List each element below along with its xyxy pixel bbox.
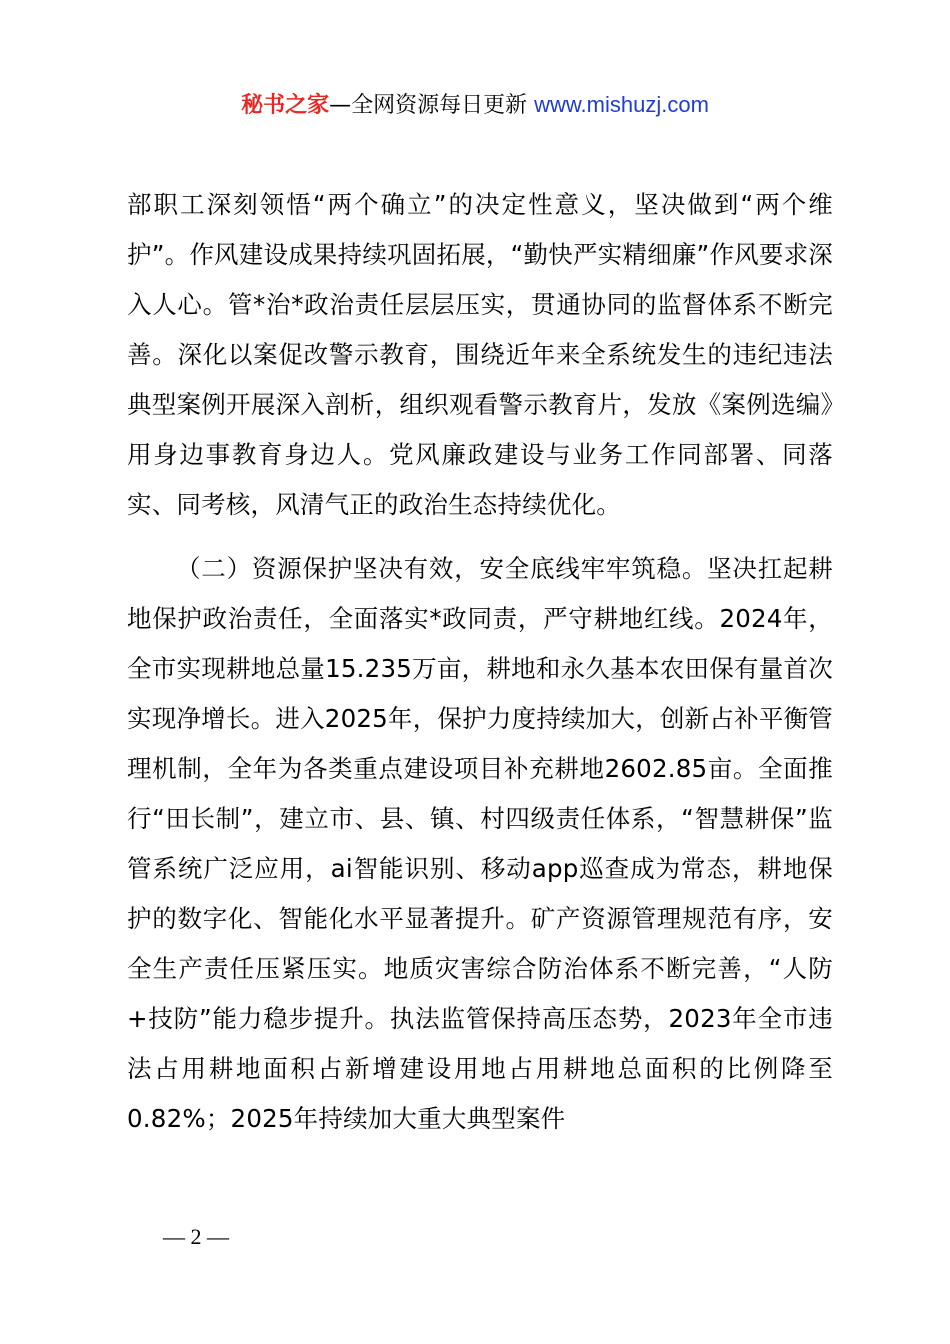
site-brand: 秘书之家 [241,93,330,118]
paragraph-2: （二）资源保护坚决有效，安全底线牢牢筑稳。坚决扛起耕地保护政治责任，全面落实*政同责，严守耕地红线。2024年，全市实现耕地总量15.235万亩，耕地和永久基本农田保有量首次实现净增长。进入2025年，保护力度持续加大，创新占补平衡管理机制，全年为各类重点建设项目补充耕地2602.85亩。全面推行“田长制”，建立市、县、镇、村四级责任体系，“智慧耕保”监管系统广泛应用，ai智能识别、移动app巡查成为常态，耕地保护的数字化、智能化水平显著提升。矿产资源管理规范有序，安全生产责任压紧压实。地质灾害综合防治体系不断完善，“人防+技防”能力稳步提升。执法监管保持高压态势，2023年全市违法占用耕地面积占新增建设用地占用耕地总面积的比例降至0.82%；2025年持续加大重大典型案件 [127,554,833,1133]
site-tagline: —全网资源每日更新 [329,93,535,118]
site-header [0,88,950,123]
page-number: — 2 — [163,1224,229,1249]
paragraph-1: 部职工深刻领悟“两个确立”的决定性意义，坚决做到“两个维护”。作风建设成果持续巩固拓展，“勤快严实精细廉”作风要求深入人心。管*治*政治责任层层压实，贯通协同的监督体系不断完善。深化以案促改警示教育，围绕近年来全系统发生的违纪违法典型案例开展深入剖析，组织观看警示教育片，发放《案例选编》用身边事教育身边人。党风廉政建设与业务工作同部署、同落实、同考核，风清气正的政治生态持续优化。 [127,190,833,519]
site-url[interactable]: www.mishuzj.com [534,92,709,117]
document-body [127,180,833,1144]
